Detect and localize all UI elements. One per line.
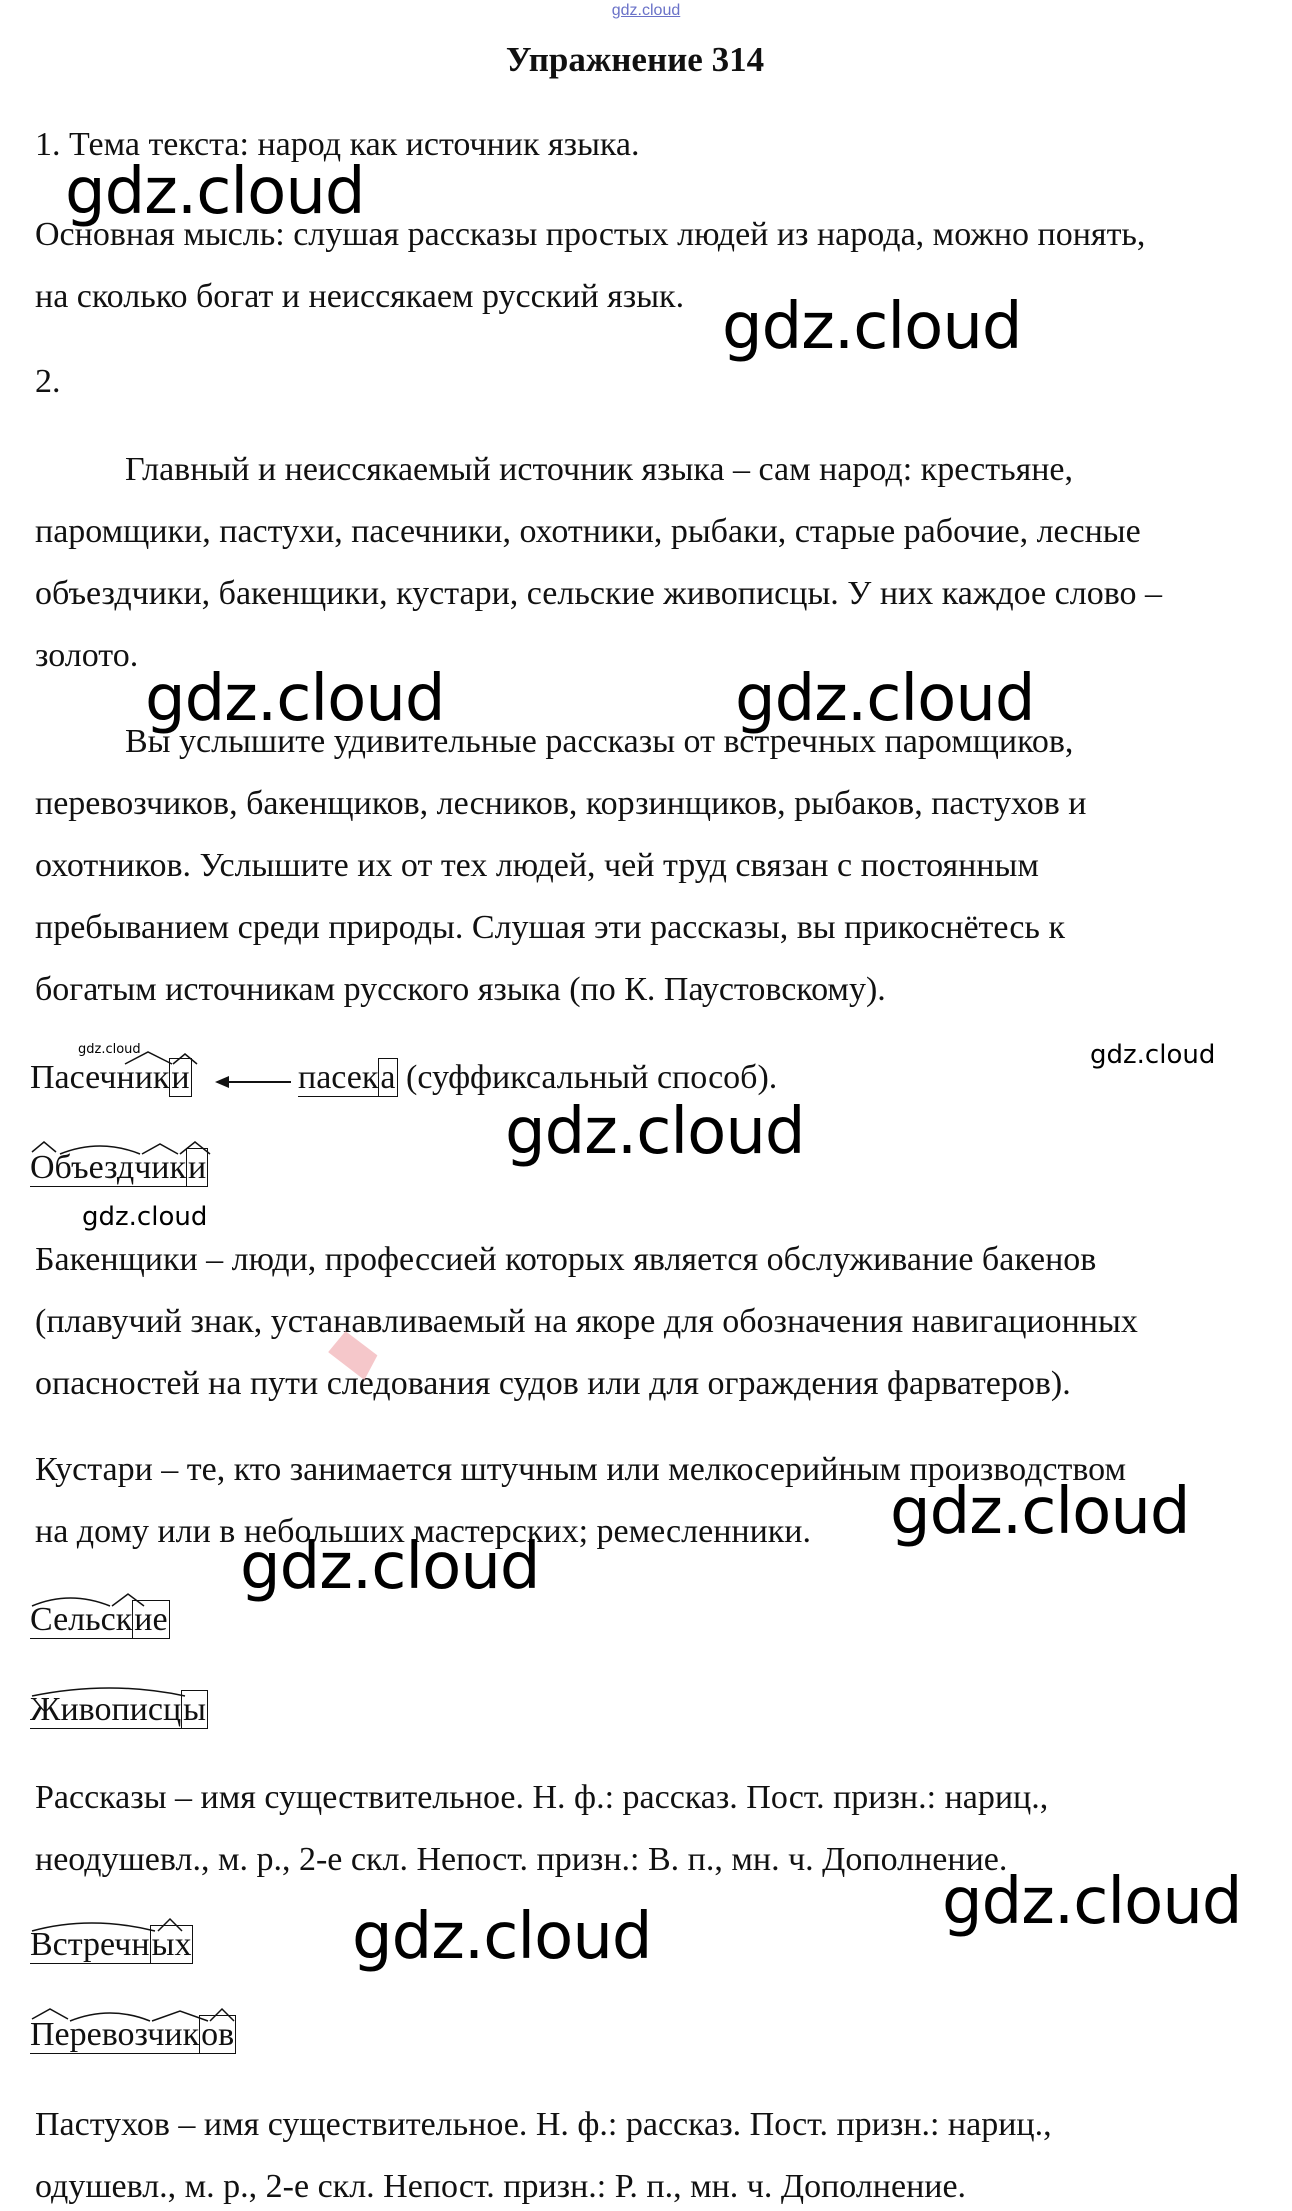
morpheme-obezdchiki — [30, 1148, 208, 1188]
ending-box: ых — [151, 1926, 192, 1963]
text-line: охотников. Услышите их от тех людей, чей труд связан с постоянным — [35, 847, 1039, 884]
morpheme-paschechniki — [30, 1058, 192, 1098]
morpheme-marks-icon — [30, 1592, 180, 1612]
analysis-line: Пастухов – имя существительное. Н. ф.: рассказ. Пост. призн.: нариц., — [35, 2106, 1052, 2143]
text-line: объездчики, бакенщики, кустари, сельские живописцы. У них каждое слово – — [35, 575, 1163, 612]
watermark: gdz.cloud — [890, 1475, 1190, 1549]
text-line: богатым источникам русского языка (по К. Паустовскому). — [35, 971, 886, 1008]
text-line: перевозчиков, бакенщиков, лесников, корзинщиков, рыбаков, пастухов и — [35, 785, 1087, 822]
text-line: Главный и неиссякаемый источник языка – сам народ: крестьяне, — [125, 451, 1074, 488]
watermark: gdz.cloud — [65, 155, 365, 229]
analysis-line: одушевл., м. р., 2-е скл. Непост. призн.: Р. п., мн. ч. Дополнение. — [35, 2168, 967, 2205]
ending-box: и — [188, 1149, 207, 1186]
definition-line: опасностей на пути следования судов или для ограждения фарватеров). — [35, 1365, 1071, 1402]
analysis-line: неодушевл., м. р., 2-е скл. Непост. призн.: В. п., мн. ч. Дополнение. — [35, 1841, 1008, 1878]
watermark-tiny: gdz.cloud — [78, 1042, 141, 1057]
arrow-left-icon — [215, 1075, 295, 1089]
watermark: gdz.cloud — [735, 662, 1035, 736]
morpheme-selskie — [30, 1600, 170, 1640]
ending-box: и — [171, 1059, 190, 1096]
definition-line: на дому или в небольших мастерских; ремесленники. — [35, 1513, 812, 1550]
paragraph-main-idea-2: на сколько богат и неиссякаем русский язык. — [35, 278, 685, 315]
watermark-small: gdz.cloud — [1090, 1040, 1216, 1070]
text-line: золото. — [35, 637, 139, 674]
text-line: Вы услышите удивительные рассказы от встречных паромщиков, — [125, 723, 1074, 760]
text-line: паромщики, пастухи, пасечники, охотники, рыбаки, старые рабочие, лесные — [35, 513, 1141, 550]
definition-line: Кустари – те, кто занимается штучным или мелкосерийным производством — [35, 1451, 1127, 1488]
top-watermark: gdz.cloud — [611, 2, 681, 19]
word-stem: Объездчик — [30, 1149, 187, 1186]
watermark: gdz.cloud — [505, 1095, 805, 1169]
formation-note: (суффиксальный способ). — [406, 1059, 778, 1096]
watermark: gdz.cloud — [145, 662, 445, 736]
page-title: Упражнение 314 — [505, 40, 765, 79]
word-stem: Перевозчик — [30, 2016, 200, 2053]
ending-box: а — [380, 1059, 396, 1096]
ending-box: ие — [134, 1601, 168, 1638]
word-stem: Живописц — [30, 1691, 182, 1728]
definition-line: (плавучий знак, устанавливаемый на якоре для обозначения навигационных — [35, 1303, 1138, 1340]
watermark: gdz.cloud — [722, 290, 1022, 364]
word-stem: Сельск — [30, 1601, 133, 1638]
word-stem: Встречн — [30, 1926, 150, 1963]
morpheme-zhivopiscy — [30, 1690, 208, 1730]
word-stem: Пасечник — [30, 1059, 170, 1096]
paragraph-main-idea-1: Основная мысль: слушая рассказы простых людей из народа, можно понять, — [35, 216, 1146, 253]
watermark: gdz.cloud — [240, 1530, 540, 1604]
watermark: gdz.cloud — [352, 1900, 652, 1974]
morpheme-marks-icon — [30, 1140, 240, 1160]
paragraph-number-2: 2. — [35, 363, 61, 400]
analysis-line: Рассказы – имя существительное. Н. ф.: рассказ. Пост. призн.: нариц., — [35, 1779, 1049, 1816]
definition-line: Бакенщики – люди, профессией которых является обслуживание бакенов — [35, 1241, 1097, 1278]
ending-box: ы — [183, 1691, 207, 1728]
paragraph-topic: 1. Тема текста: народ как источник языка. — [35, 126, 640, 163]
morpheme-paseka — [298, 1058, 777, 1098]
ending-box: ов — [201, 2016, 235, 2053]
morpheme-perevozchikov — [30, 2015, 236, 2055]
morpheme-marks-icon — [30, 2007, 270, 2027]
morpheme-marks-icon — [30, 1917, 220, 1937]
watermark-small: gdz.cloud — [82, 1202, 208, 1232]
word-root: пасек — [298, 1059, 379, 1096]
morpheme-vstrechnykh — [30, 1925, 193, 1965]
morpheme-marks-icon — [30, 1682, 210, 1702]
watermark: gdz.cloud — [942, 1865, 1242, 1939]
text-line: пребыванием среди природы. Слушая эти рассказы, вы прикоснётесь к — [35, 909, 1065, 946]
